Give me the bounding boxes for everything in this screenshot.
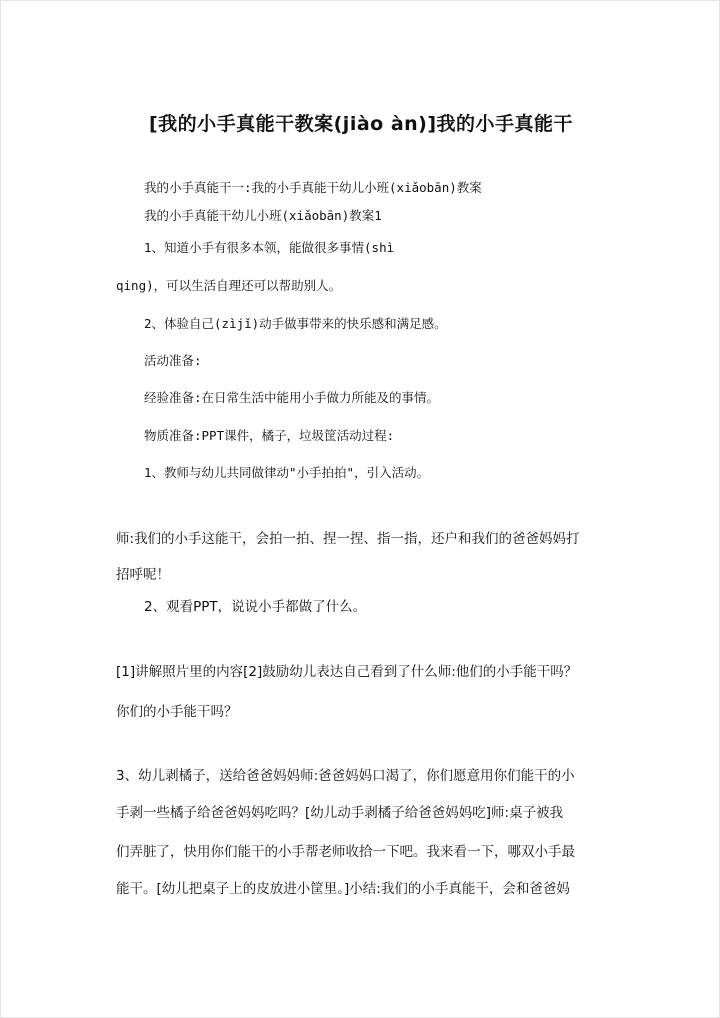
paragraph-line: 你们的小手能干吗？: [116, 704, 238, 720]
paragraph-line: 活动准备:: [144, 353, 202, 368]
paragraph-line: [1]讲解照片里的内容[2]鼓励幼儿表达自己看到了什么师:他们的小手能干吗？: [116, 664, 578, 680]
paragraph-line: qing)，可以生活自理还可以帮助别人。: [116, 278, 342, 293]
paragraph-line: 能干。[幼儿把桌子上的皮放进小筐里。]小结:我们的小手真能干，会和爸爸妈: [116, 881, 570, 897]
paragraph-line: 我的小手真能干幼儿小班(xiǎobān)教案1: [144, 208, 382, 223]
paragraph-line: 们弄脏了，快用你们能干的小手帮老师收拾一下吧。我来看一下，哪双小手最: [116, 844, 575, 860]
paragraph-line: 2、观看PPT，说说小手都做了什么。: [144, 599, 367, 615]
paragraph-line: 2、体验自己(zìjǐ)动手做事带来的快乐感和满足感。: [144, 316, 447, 331]
paragraph-line: 师:我们的小手这能干，会拍一拍、捏一捏、指一指，还户和我们的爸爸妈妈打: [116, 531, 580, 547]
paragraph-line: 物质准备:PPT课件，橘子，垃圾筐活动过程:: [144, 428, 395, 443]
paragraph-line: 招呼呢！: [116, 567, 170, 583]
paragraph-line: 1、教师与幼儿共同做律动"小手拍拍"，引入活动。: [144, 465, 430, 480]
paragraph-line: 经验准备:在日常生活中能用小手做力所能及的事情。: [144, 390, 440, 405]
paragraph-line: 3、幼儿剥橘子，送给爸爸妈妈师:爸爸妈妈口渴了，你们愿意用你们能干的小: [116, 768, 575, 784]
document-title: [我的小手真能干教案(jiào àn)]我的小手真能干: [148, 113, 574, 135]
paragraph-line: 1、知道小手有很多本领，能做很多事情(shì: [144, 240, 395, 255]
paragraph-line: 手剥一些橘子给爸爸妈妈吃吗？[幼儿动手剥橘子给爸爸妈妈吃]师:桌子被我: [116, 805, 564, 821]
paragraph-line: 我的小手真能干一:我的小手真能干幼儿小班(xiǎobān)教案: [144, 180, 482, 195]
